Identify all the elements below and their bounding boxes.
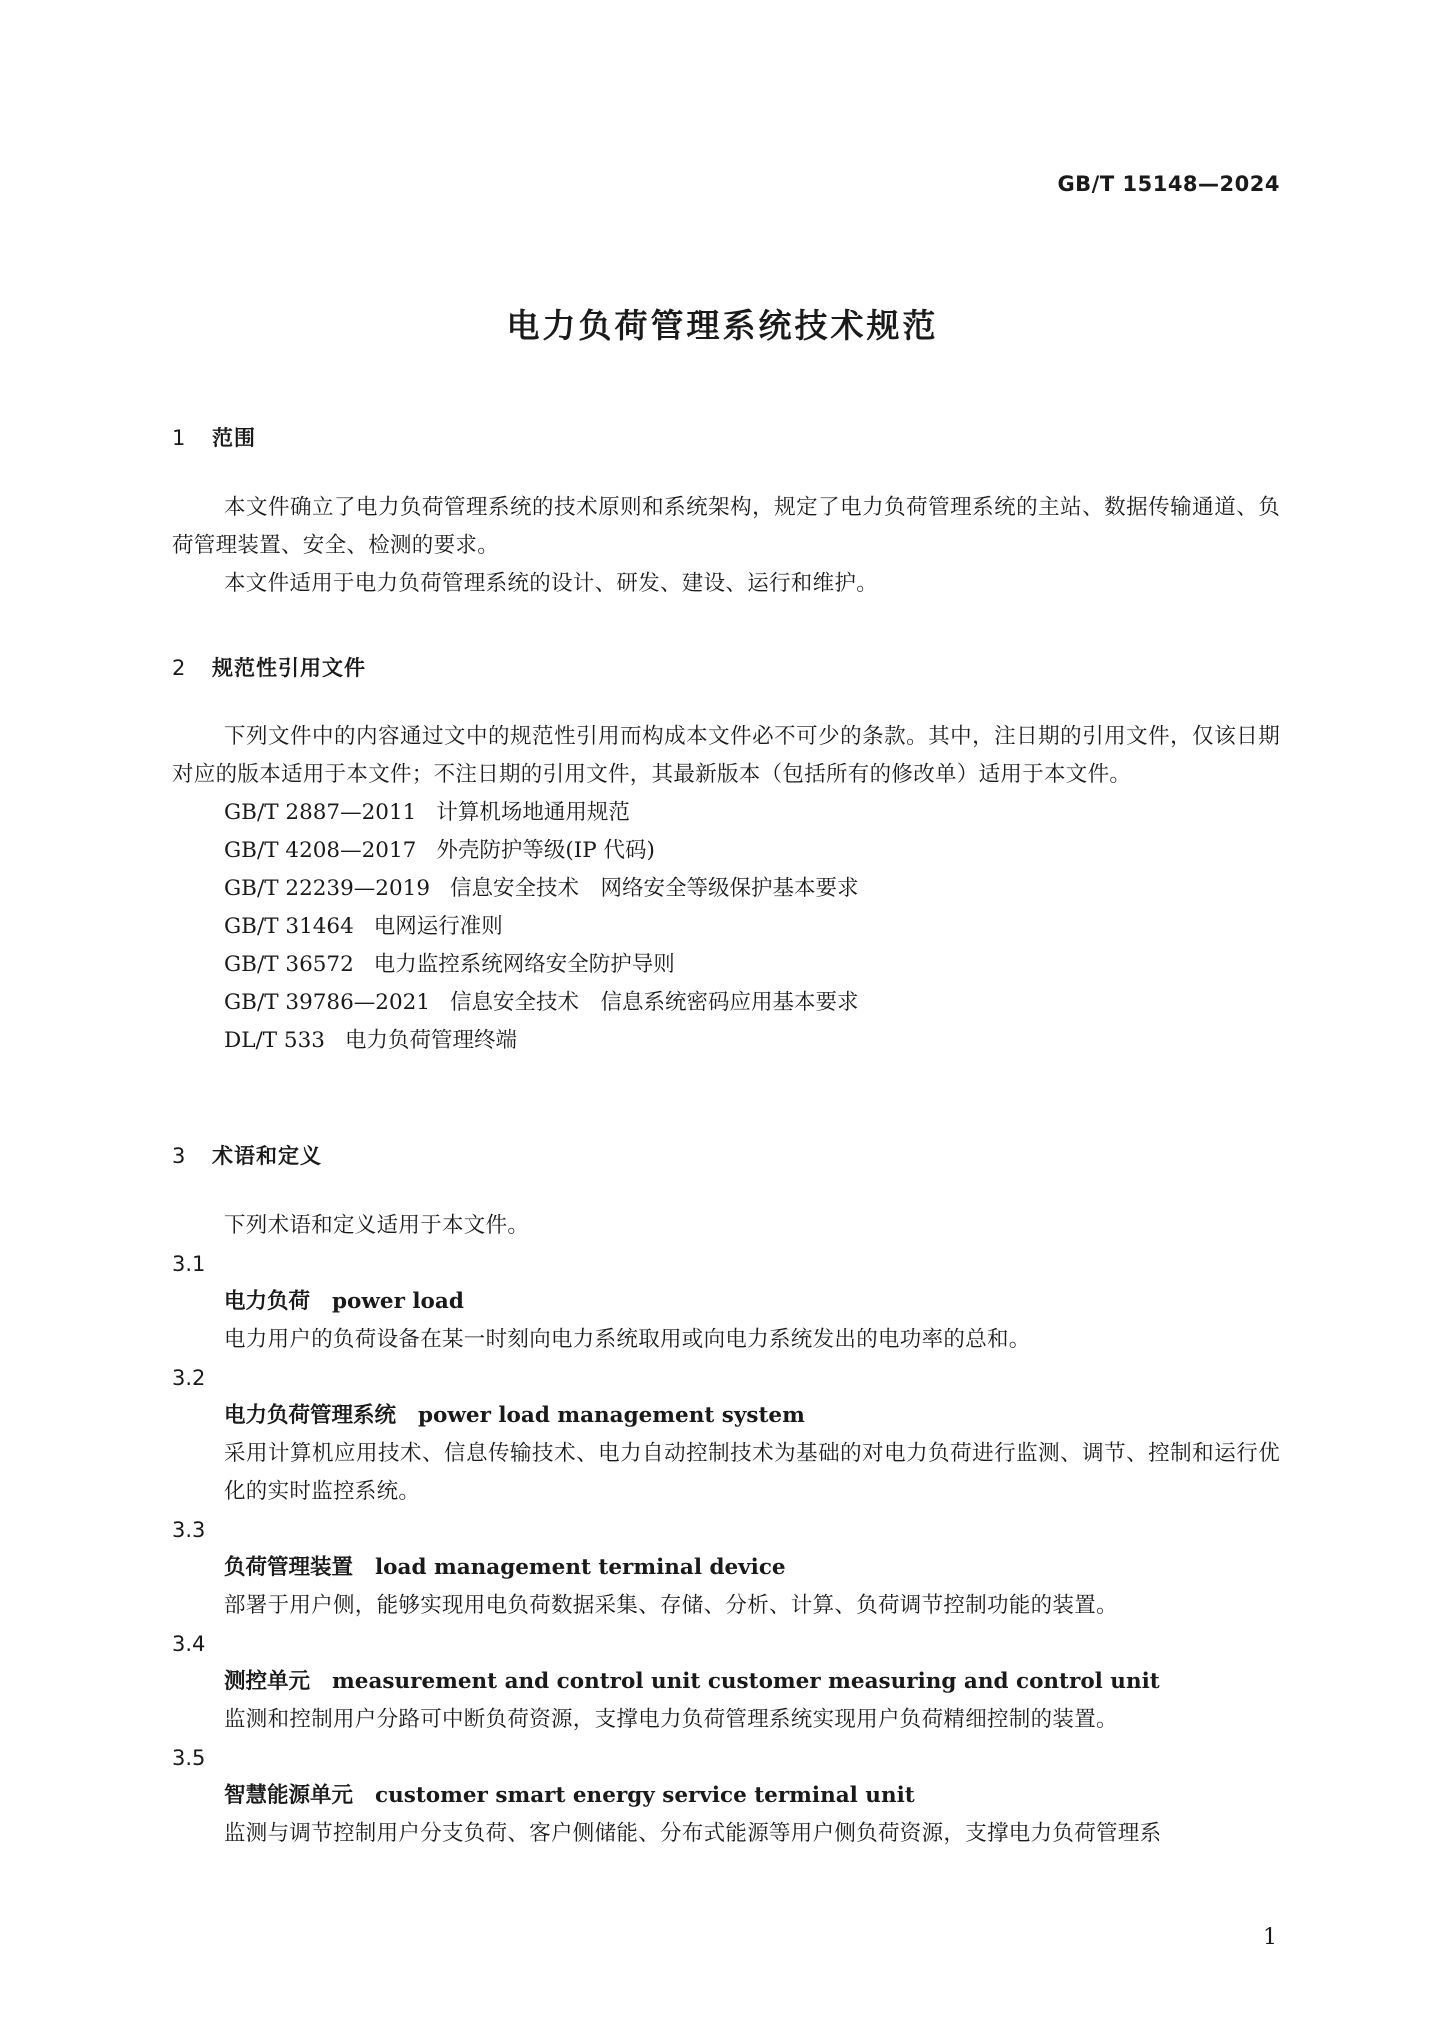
- term-number: 3.5: [172, 1746, 206, 1770]
- section-title: 术语和定义: [212, 1144, 322, 1168]
- reference-title: 外壳防护等级(IP 代码): [436, 838, 655, 863]
- section-2-body: [172, 718, 1280, 1060]
- term-name-en: power load management system: [418, 1403, 805, 1428]
- term-name: [172, 1397, 1280, 1435]
- paragraph: 本文件确立了电力负荷管理系统的技术原则和系统架构，规定了电力负荷管理系统的主站、数据传输通道、负荷管理装置、安全、检测的要求。: [172, 495, 1280, 558]
- reference-item: [172, 908, 1280, 946]
- term-definition: 监测与调节控制用户分支负荷、客户侧储能、分布式能源等用户侧负荷资源，支撑电力负荷管理系: [224, 1821, 1162, 1846]
- section-2-heading: [172, 652, 1280, 682]
- reference-title: 电力负荷管理终端: [344, 1028, 517, 1053]
- paragraph: 下列文件中的内容通过文中的规范性引用而构成本文件必不可少的条款。其中，注日期的引用文件，仅该日期对应的版本适用于本文件；不注日期的引用文件，其最新版本（包括所有的修改单）适用于本文件。: [172, 724, 1280, 787]
- reference-title: 信息安全技术 信息系统密码应用基本要求: [450, 990, 859, 1015]
- section-number: 2: [172, 656, 187, 680]
- term-definition: 电力用户的负荷设备在某一时刻向电力系统取用或向电力系统发出的电功率的总和。: [224, 1327, 1031, 1352]
- term-name: [172, 1777, 1280, 1815]
- term-definition: 部署于用户侧，能够实现用电负荷数据采集、存储、分析、计算、负荷调节控制功能的装置。: [224, 1593, 1118, 1618]
- term-number: 3.1: [172, 1252, 206, 1276]
- term-name-en: power load: [332, 1289, 464, 1314]
- standard-code: GB/T 15148—2024: [1057, 172, 1280, 196]
- term-name: [172, 1549, 1280, 1587]
- term-definition: 采用计算机应用技术、信息传输技术、电力自动控制技术为基础的对电力负荷进行监测、调节、控制和运行优化的实时监控系统。: [224, 1441, 1280, 1504]
- reference-item: [172, 870, 1280, 908]
- term-number: 3.3: [172, 1518, 206, 1542]
- term-name: [172, 1663, 1280, 1701]
- reference-title: 电网运行准则: [373, 914, 503, 939]
- reference-title: 计算机场地通用规范: [436, 800, 630, 825]
- reference-code: GB/T 39786—2021: [224, 990, 431, 1015]
- reference-code: GB/T 31464: [224, 914, 354, 939]
- reference-title: 电力监控系统网络安全防护导则: [373, 952, 675, 977]
- reference-item: [172, 1022, 1280, 1060]
- term-name-en: customer smart energy service terminal unit: [375, 1783, 915, 1808]
- reference-code: DL/T 533: [224, 1028, 325, 1053]
- paragraph: 本文件适用于电力负荷管理系统的设计、研发、建设、运行和维护。: [224, 571, 879, 596]
- term-number: 3.4: [172, 1632, 206, 1656]
- section-1-body: [172, 489, 1280, 603]
- section-number: 1: [172, 426, 187, 450]
- reference-item: [172, 946, 1280, 984]
- reference-item: [172, 984, 1280, 1022]
- term-name-zh: 负荷管理装置: [224, 1555, 354, 1580]
- term-name-zh: 电力负荷: [224, 1289, 311, 1314]
- reference-title: 信息安全技术 网络安全等级保护基本要求: [450, 876, 859, 901]
- section-3-heading: [172, 1140, 1280, 1170]
- reference-item: [172, 794, 1280, 832]
- term-name-zh: 电力负荷管理系统: [224, 1403, 397, 1428]
- term-name-en: load management terminal device: [375, 1555, 786, 1580]
- reference-code: GB/T 36572: [224, 952, 354, 977]
- reference-item: [172, 832, 1280, 870]
- document-title: 电力负荷管理系统技术规范: [506, 306, 939, 345]
- section-title: 范围: [212, 426, 256, 450]
- term-definition: 监测和控制用户分路可中断负荷资源，支撑电力负荷管理系统实现用户负荷精细控制的装置。: [224, 1707, 1118, 1732]
- reference-code: GB/T 22239—2019: [224, 876, 431, 901]
- reference-code: GB/T 2887—2011: [224, 800, 417, 825]
- term-name-zh: 测控单元: [224, 1669, 311, 1694]
- section-3-body: [172, 1207, 1280, 1853]
- reference-code: GB/T 4208—2017: [224, 838, 417, 863]
- section-1-heading: [172, 422, 1280, 452]
- paragraph: 下列术语和定义适用于本文件。: [224, 1213, 530, 1238]
- term-name: [172, 1283, 1280, 1321]
- term-name-en: measurement and control unit customer measuring and control unit: [332, 1669, 1160, 1694]
- section-number: 3: [172, 1144, 187, 1168]
- term-number: 3.2: [172, 1366, 206, 1390]
- term-name-zh: 智慧能源单元: [224, 1783, 354, 1808]
- section-title: 规范性引用文件: [212, 656, 366, 680]
- page-number: 1: [1263, 1925, 1277, 1950]
